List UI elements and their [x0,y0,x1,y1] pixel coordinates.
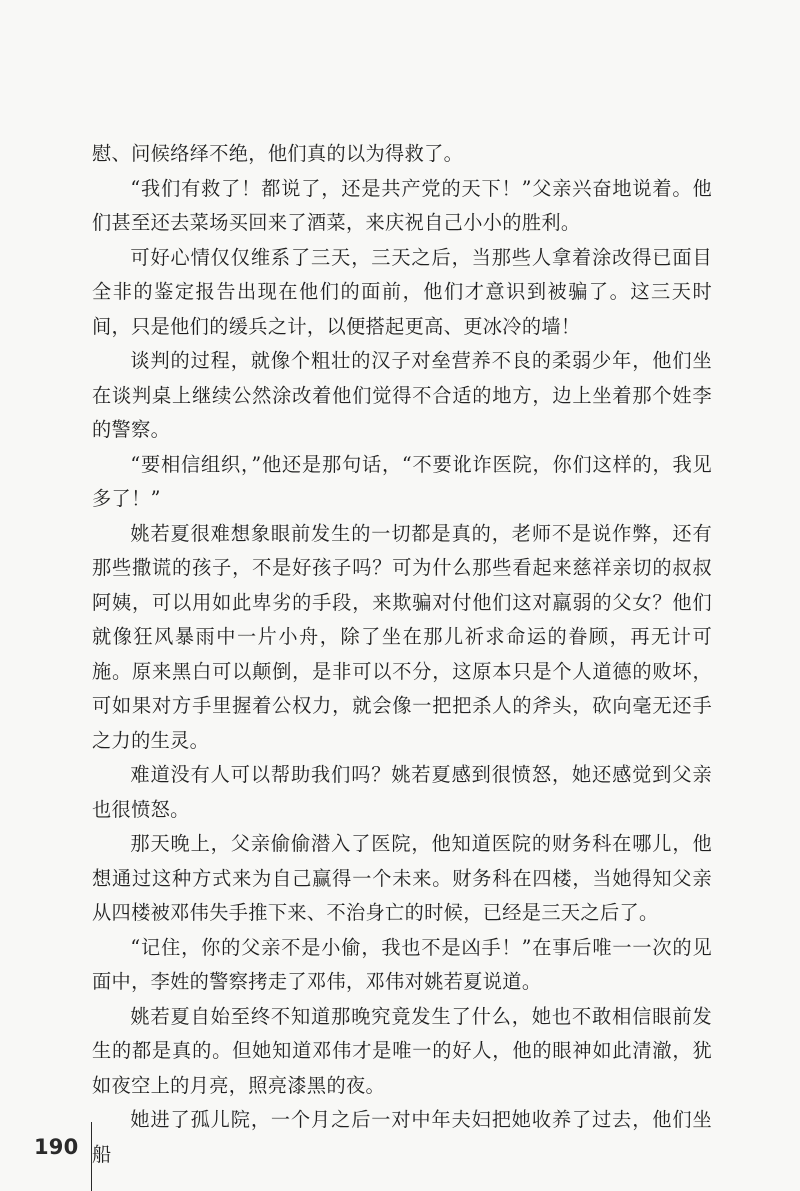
paragraph-4: 谈判的过程，就像个粗壮的汉子对垒营养不良的柔弱少年，他们坐在谈判桌上继续公然涂改着他们觉得不合适的地方，边上坐着那个姓李的警察。 [92,349,712,441]
paragraph-11: 她进了孤儿院，一个月之后一对中年夫妇把她收养了过去，他们坐船 [92,1108,712,1166]
paragraph-3: 可好心情仅仅维系了三天，三天之后，当那些人拿着涂改得已面目全非的鉴定报告出现在他们的面前，他们才意识到被骗了。这三天时间，只是他们的缓兵之计，以便搭起更高、更冰冷的墙！ [92,245,712,338]
paragraph-7: 难道没有人可以帮助我们吗？姚若夏感到很愤怒，她还感觉到父亲也很愤怒。 [92,763,712,821]
paragraph-2: “我们有救了！都说了，还是共产党的天下！”父亲兴奋地说着。他们甚至还去菜场买回来了酒菜，来庆祝自己小小的胜利。 [92,176,712,234]
page-footer [0,1071,800,1191]
paragraph-6: 姚若夏很难想象眼前发生的一切都是真的，老师不是说作弊，还有那些撒谎的孩子，不是好孩子吗？可为什么那些看起来慈祥亲切的叔叔阿姨，可以用如此卑劣的手段，来欺骗对付他们这对羸弱的父女？他们就像狂风暴雨中一片小舟，除了坐在那儿祈求命运的眷顾，再无计可施。原来黑白可以颠倒，是非可以不分，这原本只是个人道德的败坏，可如果对方手里握着公权力，就会像一把把杀人的斧头，砍向毫无还手之力的生灵。 [92,521,712,752]
paragraph-1: 慰、问候络绎不绝，他们真的以为得救了。 [92,142,464,165]
paragraph-10: 姚若夏自始至终不知道那晚究竟发生了什么，她也不敢相信眼前发生的都是真的。但她知道邓伟才是唯一的好人，他的眼神如此清澈，犹如夜空上的月亮，照亮漆黑的夜。 [92,1004,712,1097]
page-number-divider [91,1122,92,1191]
page-number: 190 [34,1135,79,1159]
paragraph-9: “记住，你的父亲不是小偷，我也不是凶手！”在事后唯一一次的见面中，李姓的警察拷走了邓伟，邓伟对姚若夏说道。 [92,935,712,993]
paragraph-5: “要相信组织，”他还是那句话，“不要讹诈医院，你们这样的，我见多了！” [92,452,712,510]
page-body [92,137,712,1172]
paragraph-8: 那天晚上，父亲偷偷潜入了医院，他知道医院的财务科在哪儿，他想通过这种方式来为自己赢得一个未来。财务科在四楼，当她得知父亲从四楼被邓伟失手推下来、不治身亡的时候，已经是三天之后了。 [92,832,712,924]
